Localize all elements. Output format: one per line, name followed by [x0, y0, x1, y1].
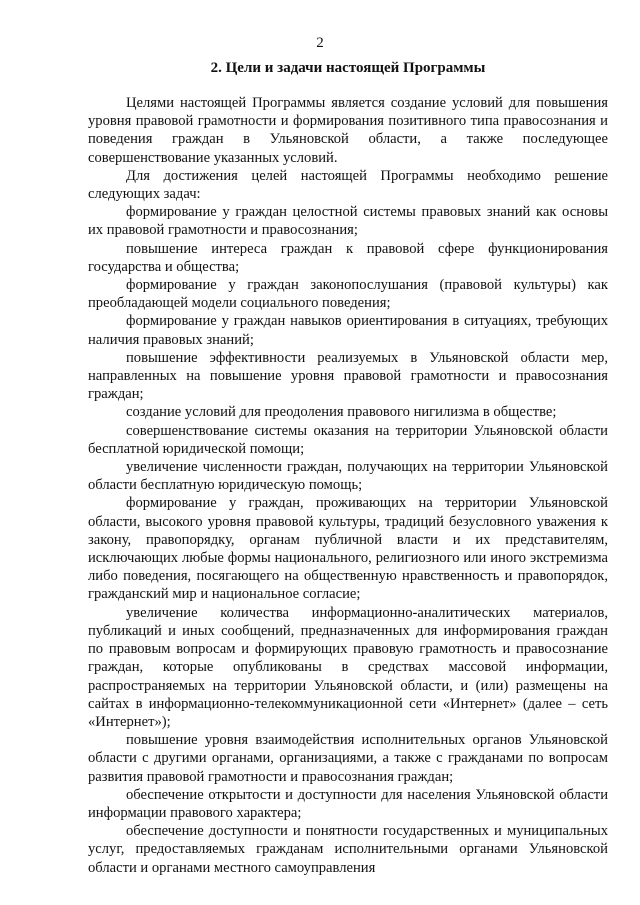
list-item: увеличение количества информационно-аналитических материалов, публикаций и иных сообщений, предназначенных для информирования граждан по правовым вопросам и формирующих правовую грамотность и правосознание граждан, которые опубликованы в средствах массовой информации, распространяемых на территории Ульяновской области, и (или) размещены на сайтах в информационно-телекоммуникационной сети «Интернет» (далее – сеть «Интернет»);	[88, 604, 608, 730]
list-item: увеличение численности граждан, получающих на территории Ульяновской области бесплатную юридическую помощь;	[88, 459, 608, 494]
list-item: формирование у граждан целостной системы правовых знаний как основы их правовой грамотности и правосознания;	[88, 204, 608, 239]
list-item: формирование у граждан навыков ориентирования в ситуациях, требующих наличия правовых знаний;	[88, 313, 608, 348]
paragraph-goal: Целями настоящей Программы является создание условий для повышения уровня правовой грамотности и формирования позитивного типа правосознания и поведения граждан в Ульяновской области, а также последующее совершенствование указанных условий.	[88, 95, 608, 166]
list-item: формирование у граждан законопослушания (правовой культуры) как преобладающей модели социального поведения;	[88, 277, 608, 312]
list-item: совершенствование системы оказания на территории Ульяновской области бесплатной юридической помощи;	[88, 422, 608, 457]
page-number: 2	[316, 35, 324, 51]
list-item: создание условий для преодоления правового нигилизма в обществе;	[126, 404, 557, 421]
list-item: повышение эффективности реализуемых в Ульяновской области мер, направленных на повышение уровня правовой грамотности и правосознания граждан;	[88, 349, 608, 403]
list-item: повышение уровня взаимодействия исполнительных органов Ульяновской области с другими органами, организациями, а также с гражданами по вопросам развития правовой грамотности и правосознания граждан;	[88, 732, 608, 785]
list-item: обеспечение доступности и понятности государственных и муниципальных услуг, предоставляемых гражданам исполнительными органами Ульяновской области и органами местного самоуправления	[88, 823, 608, 876]
list-item: формирование у граждан, проживающих на территории Ульяновской области, высокого уровня правовой культуры, традиций безусловного уважения к закону, правопорядку, органам публичной власти и их представителям, исключающих любые формы национального, религиозного или иного экстремизма либо поведения, посягающего на общественную нравственность и правопорядок, гражданский мир и национальное согласие;	[88, 495, 608, 603]
section-heading: 2. Цели и задачи настоящей Программы	[210, 60, 486, 76]
list-item: повышение интереса граждан к правовой сфере функционирования государства и общества;	[88, 240, 608, 275]
paragraph-tasks-intro: Для достижения целей настоящей Программы необходимо решение следующих задач:	[88, 167, 608, 203]
body-text	[88, 94, 608, 877]
list-item: обеспечение открытости и доступности для населения Ульяновской области информации правового характера;	[88, 786, 608, 821]
